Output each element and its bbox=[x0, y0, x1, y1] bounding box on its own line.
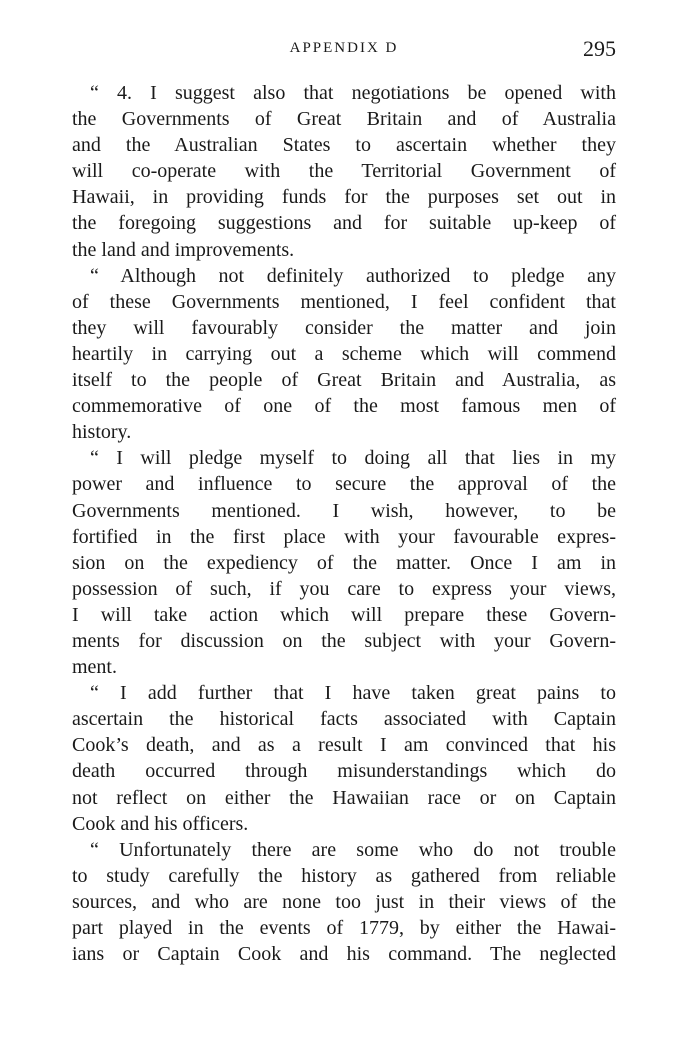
text-line: power and influence to secure the approval of the bbox=[72, 473, 616, 496]
text-line: will co-operate with the Territorial Government of bbox=[72, 160, 616, 183]
text-line: the land and improvements. bbox=[72, 238, 295, 261]
text-line: possession of such, if you care to express your views, bbox=[72, 577, 616, 600]
text-line: “ I add further that I have taken great pains to bbox=[90, 682, 616, 705]
text-line: history. bbox=[72, 421, 132, 444]
text-line: they will favourably consider the matter and join bbox=[72, 316, 616, 339]
text-line: and the Australian States to ascertain whether they bbox=[72, 134, 616, 157]
text-line: heartily in carrying out a scheme which will commend bbox=[72, 342, 616, 365]
text-line: to study carefully the history as gathered from reliable bbox=[72, 864, 616, 887]
text-line: Cook and his officers. bbox=[72, 812, 249, 835]
text-line: Governments mentioned. I wish, however, to be bbox=[72, 499, 616, 522]
text-line: death occurred through misunderstandings which do bbox=[72, 760, 616, 783]
text-line: ascertain the historical facts associated with Captain bbox=[72, 708, 616, 731]
text-line: sources, and who are none too just in their views of the bbox=[72, 890, 616, 913]
text-line: the Governments of Great Britain and of Australia bbox=[72, 108, 616, 131]
text-line: “ Although not definitely authorized to pledge any bbox=[90, 264, 616, 287]
page-number: 295 bbox=[583, 36, 616, 61]
text-line: Hawaii, in providing funds for the purposes set out in bbox=[72, 186, 616, 209]
text-line: “ 4. I suggest also that negotiations be opened with bbox=[90, 82, 616, 104]
text-line: “ Unfortunately there are some who do not trouble bbox=[90, 838, 616, 861]
text-line: part played in the events of 1779, by either the Hawai- bbox=[72, 917, 616, 939]
text-line: ians or Captain Cook and his command. The neglected bbox=[72, 943, 616, 966]
text-line: itself to the people of Great Britain and Australia, as bbox=[72, 369, 616, 392]
text-line: “ I will pledge myself to doing all that lies in my bbox=[90, 447, 616, 470]
text-line: of these Governments mentioned, I feel confident that bbox=[72, 290, 616, 313]
text-line: the foregoing suggestions and for suitable up-keep of bbox=[72, 212, 616, 235]
text-line: ment. bbox=[72, 656, 117, 679]
running-header bbox=[72, 36, 616, 66]
text-line: Cook’s death, and as a result I am convinced that his bbox=[72, 734, 616, 757]
text-line: fortified in the first place with your favourable expres- bbox=[72, 525, 616, 548]
text-line: not reflect on either the Hawaiian race or on Captain bbox=[72, 786, 616, 809]
text-line: I will take action which will prepare these Govern- bbox=[72, 603, 616, 626]
running-title: APPENDIX D bbox=[289, 40, 399, 56]
book-page bbox=[72, 36, 616, 967]
text-line: ments for discussion on the subject with your Govern- bbox=[72, 629, 616, 652]
text-line: commemorative of one of the most famous men of bbox=[72, 395, 616, 418]
body-text bbox=[72, 80, 616, 967]
text-line: sion on the expediency of the matter. Once I am in bbox=[72, 551, 616, 574]
